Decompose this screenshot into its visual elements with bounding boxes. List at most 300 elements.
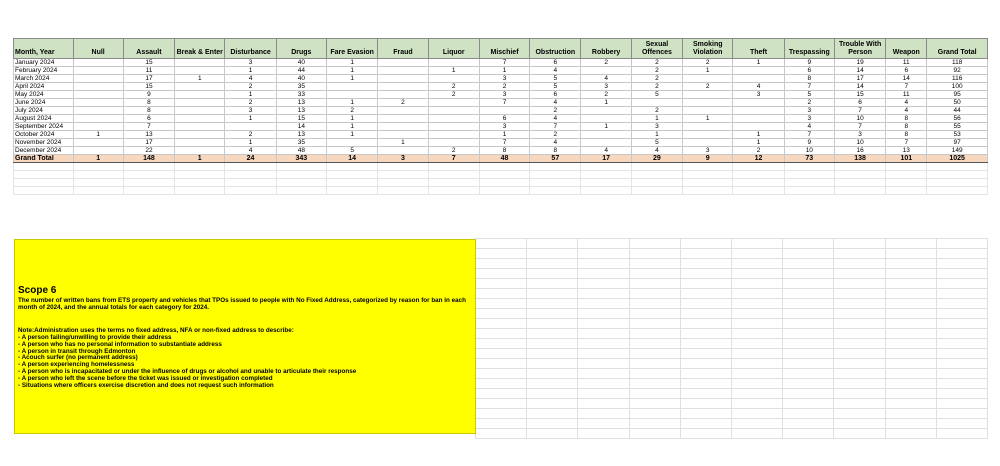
table-cell[interactable]: 22 — [123, 147, 174, 155]
empty-cell[interactable] — [631, 163, 682, 171]
empty-cell[interactable] — [936, 299, 987, 309]
table-cell[interactable] — [733, 67, 784, 75]
empty-cell[interactable] — [783, 329, 834, 339]
empty-cell[interactable] — [527, 369, 578, 379]
empty-cell[interactable] — [834, 171, 885, 179]
table-cell[interactable]: 3 — [631, 123, 682, 131]
table-cell[interactable]: 2 — [225, 131, 276, 139]
empty-cell[interactable] — [428, 163, 479, 171]
empty-cell[interactable] — [225, 179, 276, 187]
empty-cell[interactable] — [631, 171, 682, 179]
empty-cell[interactable] — [783, 239, 834, 249]
table-cell[interactable] — [73, 67, 123, 75]
empty-cell[interactable] — [885, 359, 936, 369]
table-cell[interactable]: 9 — [784, 59, 834, 67]
table-cell[interactable]: 1 — [225, 115, 276, 123]
table-cell[interactable]: 48 — [276, 147, 326, 155]
empty-cell[interactable] — [885, 419, 936, 429]
empty-cell[interactable] — [578, 299, 629, 309]
table-cell[interactable] — [683, 139, 733, 147]
empty-cell[interactable] — [479, 179, 529, 187]
empty-cell[interactable] — [680, 329, 731, 339]
table-cell[interactable]: 1 — [225, 91, 276, 99]
empty-cell[interactable] — [936, 319, 987, 329]
empty-cell[interactable] — [680, 269, 731, 279]
table-cell[interactable]: 5 — [631, 139, 682, 147]
table-cell[interactable] — [73, 75, 123, 83]
empty-cell[interactable] — [886, 163, 927, 171]
table-cell[interactable]: 3 — [225, 59, 276, 67]
empty-cell[interactable] — [476, 239, 527, 249]
row-label-cell[interactable]: March 2024 — [14, 75, 74, 83]
empty-cell[interactable] — [834, 289, 885, 299]
empty-cell[interactable] — [476, 319, 527, 329]
grand-total-cell[interactable]: 138 — [834, 155, 885, 163]
empty-cell[interactable] — [527, 349, 578, 359]
empty-cell[interactable] — [834, 163, 885, 171]
empty-cell[interactable] — [578, 359, 629, 369]
empty-cell[interactable] — [936, 389, 987, 399]
column-header[interactable]: Null — [73, 39, 123, 59]
table-cell[interactable]: 8 — [530, 147, 581, 155]
empty-cell[interactable] — [476, 359, 527, 369]
table-cell[interactable]: 9 — [123, 91, 174, 99]
table-cell[interactable]: 55 — [927, 123, 988, 131]
empty-cell[interactable] — [680, 239, 731, 249]
empty-cell[interactable] — [885, 349, 936, 359]
empty-cell[interactable] — [936, 349, 987, 359]
table-cell[interactable]: 8 — [886, 131, 927, 139]
table-cell[interactable]: 7 — [479, 139, 529, 147]
grand-total-cell[interactable]: 101 — [886, 155, 927, 163]
table-cell[interactable]: 11 — [886, 91, 927, 99]
empty-cell[interactable] — [629, 339, 680, 349]
empty-cell[interactable] — [936, 329, 987, 339]
table-cell[interactable]: 7 — [123, 123, 174, 131]
empty-cell[interactable] — [733, 171, 784, 179]
empty-cell[interactable] — [578, 379, 629, 389]
column-header[interactable]: Robbery — [581, 39, 631, 59]
table-cell[interactable]: 16 — [834, 147, 885, 155]
empty-cell[interactable] — [629, 419, 680, 429]
empty-cell[interactable] — [527, 409, 578, 419]
empty-cell[interactable] — [731, 379, 782, 389]
table-cell[interactable]: 1 — [428, 67, 479, 75]
column-header[interactable]: Break & Enter — [175, 39, 225, 59]
column-header[interactable]: Grand Total — [927, 39, 988, 59]
table-cell[interactable]: 33 — [276, 91, 326, 99]
empty-cell[interactable] — [680, 369, 731, 379]
empty-cell[interactable] — [476, 429, 527, 439]
column-header[interactable]: Assault — [123, 39, 174, 59]
empty-cell[interactable] — [527, 389, 578, 399]
empty-cell[interactable] — [936, 359, 987, 369]
table-cell[interactable] — [581, 139, 631, 147]
empty-cell[interactable] — [936, 239, 987, 249]
grand-total-cell[interactable]: 73 — [784, 155, 834, 163]
table-cell[interactable]: 1 — [326, 99, 377, 107]
table-cell[interactable]: 15 — [834, 91, 885, 99]
table-cell[interactable]: 5 — [530, 83, 581, 91]
empty-cell[interactable] — [276, 171, 326, 179]
empty-cell[interactable] — [476, 249, 527, 259]
empty-cell[interactable] — [834, 389, 885, 399]
table-cell[interactable]: 13 — [276, 131, 326, 139]
empty-cell[interactable] — [936, 399, 987, 409]
empty-cell[interactable] — [476, 279, 527, 289]
table-cell[interactable]: 1 — [683, 115, 733, 123]
table-cell[interactable]: 2 — [683, 83, 733, 91]
empty-cell[interactable] — [629, 379, 680, 389]
table-cell[interactable] — [581, 115, 631, 123]
table-cell[interactable]: 5 — [784, 91, 834, 99]
table-cell[interactable]: 3 — [581, 83, 631, 91]
empty-cell[interactable] — [680, 379, 731, 389]
table-cell[interactable] — [683, 91, 733, 99]
empty-cell[interactable] — [527, 319, 578, 329]
table-cell[interactable]: 1 — [378, 139, 428, 147]
grand-total-cell[interactable]: 14 — [326, 155, 377, 163]
empty-cell[interactable] — [731, 389, 782, 399]
empty-cell[interactable] — [175, 163, 225, 171]
table-cell[interactable]: 7 — [834, 107, 885, 115]
table-cell[interactable]: 17 — [123, 139, 174, 147]
table-cell[interactable]: 8 — [123, 107, 174, 115]
table-cell[interactable]: 3 — [784, 107, 834, 115]
table-cell[interactable]: 7 — [834, 123, 885, 131]
empty-cell[interactable] — [886, 179, 927, 187]
table-cell[interactable] — [733, 99, 784, 107]
empty-cell[interactable] — [578, 279, 629, 289]
table-cell[interactable] — [378, 123, 428, 131]
empty-cell[interactable] — [578, 289, 629, 299]
table-cell[interactable] — [73, 115, 123, 123]
empty-cell[interactable] — [733, 187, 784, 195]
empty-cell[interactable] — [581, 179, 631, 187]
table-cell[interactable]: 100 — [927, 83, 988, 91]
table-cell[interactable] — [733, 123, 784, 131]
table-cell[interactable] — [175, 83, 225, 91]
column-header[interactable]: Weapon — [886, 39, 927, 59]
empty-cell[interactable] — [885, 329, 936, 339]
table-cell[interactable]: 6 — [784, 67, 834, 75]
empty-cell[interactable] — [578, 419, 629, 429]
table-cell[interactable] — [683, 131, 733, 139]
empty-cell[interactable] — [479, 171, 529, 179]
empty-cell[interactable] — [783, 279, 834, 289]
table-cell[interactable]: 1 — [631, 115, 682, 123]
table-cell[interactable]: 3 — [479, 123, 529, 131]
table-cell[interactable]: 2 — [225, 83, 276, 91]
table-cell[interactable]: 1 — [733, 131, 784, 139]
empty-cell[interactable] — [578, 389, 629, 399]
empty-cell[interactable] — [783, 419, 834, 429]
table-cell[interactable]: 13 — [276, 99, 326, 107]
empty-cell[interactable] — [14, 171, 74, 179]
table-cell[interactable]: 6 — [123, 115, 174, 123]
empty-cell[interactable] — [631, 179, 682, 187]
empty-cell[interactable] — [428, 179, 479, 187]
table-cell[interactable]: 7 — [886, 83, 927, 91]
table-cell[interactable]: 6 — [530, 91, 581, 99]
empty-cell[interactable] — [834, 419, 885, 429]
table-cell[interactable]: 4 — [225, 147, 276, 155]
empty-cell[interactable] — [378, 163, 428, 171]
empty-cell[interactable] — [428, 171, 479, 179]
empty-cell[interactable] — [578, 239, 629, 249]
table-cell[interactable] — [378, 107, 428, 115]
table-cell[interactable]: 13 — [276, 107, 326, 115]
empty-cell[interactable] — [783, 349, 834, 359]
empty-cell[interactable] — [527, 419, 578, 429]
table-cell[interactable]: 2 — [683, 59, 733, 67]
grand-total-cell[interactable]: 48 — [479, 155, 529, 163]
table-cell[interactable]: 7 — [479, 59, 529, 67]
table-cell[interactable] — [378, 83, 428, 91]
row-label-cell[interactable]: October 2024 — [14, 131, 74, 139]
table-cell[interactable]: 5 — [631, 91, 682, 99]
table-cell[interactable]: 2 — [581, 59, 631, 67]
table-cell[interactable] — [428, 107, 479, 115]
table-cell[interactable] — [479, 107, 529, 115]
table-cell[interactable]: 6 — [530, 59, 581, 67]
empty-cell[interactable] — [581, 187, 631, 195]
empty-cell[interactable] — [927, 171, 988, 179]
table-cell[interactable] — [175, 99, 225, 107]
table-cell[interactable]: 2 — [378, 99, 428, 107]
empty-cell[interactable] — [783, 339, 834, 349]
table-cell[interactable]: 17 — [123, 75, 174, 83]
table-cell[interactable]: 4 — [581, 75, 631, 83]
empty-cell[interactable] — [123, 179, 174, 187]
table-cell[interactable]: 7 — [784, 131, 834, 139]
table-cell[interactable]: 1 — [683, 67, 733, 75]
table-cell[interactable]: 17 — [834, 75, 885, 83]
empty-cell[interactable] — [276, 187, 326, 195]
table-cell[interactable]: 13 — [123, 131, 174, 139]
row-label-cell[interactable]: January 2024 — [14, 59, 74, 67]
empty-cell[interactable] — [731, 259, 782, 269]
table-cell[interactable] — [581, 67, 631, 75]
empty-cell[interactable] — [527, 339, 578, 349]
empty-cell[interactable] — [885, 239, 936, 249]
empty-cell[interactable] — [527, 379, 578, 389]
empty-cell[interactable] — [680, 359, 731, 369]
table-cell[interactable]: 19 — [834, 59, 885, 67]
empty-cell[interactable] — [683, 179, 733, 187]
empty-cell[interactable] — [783, 389, 834, 399]
row-label-cell[interactable]: February 2024 — [14, 67, 74, 75]
empty-cell[interactable] — [476, 369, 527, 379]
table-cell[interactable]: 1 — [581, 123, 631, 131]
empty-cell[interactable] — [783, 359, 834, 369]
empty-cell[interactable] — [731, 329, 782, 339]
grand-total-label[interactable]: Grand Total — [14, 155, 74, 163]
row-label-cell[interactable]: April 2024 — [14, 83, 74, 91]
empty-cell[interactable] — [680, 399, 731, 409]
empty-cell[interactable] — [476, 399, 527, 409]
table-cell[interactable]: 2 — [631, 59, 682, 67]
table-cell[interactable] — [175, 147, 225, 155]
table-cell[interactable] — [378, 59, 428, 67]
grand-total-cell[interactable]: 7 — [428, 155, 479, 163]
table-cell[interactable]: 1 — [175, 75, 225, 83]
empty-cell[interactable] — [225, 187, 276, 195]
empty-cell[interactable] — [834, 329, 885, 339]
row-label-cell[interactable]: December 2024 — [14, 147, 74, 155]
empty-cell[interactable] — [731, 239, 782, 249]
empty-cell[interactable] — [885, 429, 936, 439]
table-cell[interactable] — [175, 131, 225, 139]
empty-cell[interactable] — [578, 429, 629, 439]
empty-cell[interactable] — [683, 187, 733, 195]
grand-total-cell[interactable]: 1 — [175, 155, 225, 163]
column-header[interactable]: Fraud — [378, 39, 428, 59]
column-header[interactable]: Fare Evasion — [326, 39, 377, 59]
column-header[interactable]: Mischief — [479, 39, 529, 59]
table-cell[interactable]: 5 — [326, 147, 377, 155]
table-cell[interactable]: 8 — [886, 123, 927, 131]
table-cell[interactable]: 149 — [927, 147, 988, 155]
empty-cell[interactable] — [629, 289, 680, 299]
empty-cell[interactable] — [629, 249, 680, 259]
empty-cell[interactable] — [731, 419, 782, 429]
table-cell[interactable]: 6 — [479, 115, 529, 123]
table-cell[interactable] — [175, 107, 225, 115]
table-cell[interactable]: 2 — [631, 75, 682, 83]
table-cell[interactable] — [175, 59, 225, 67]
empty-cell[interactable] — [784, 171, 834, 179]
table-cell[interactable] — [581, 107, 631, 115]
table-cell[interactable]: 2 — [631, 107, 682, 115]
table-cell[interactable]: 4 — [530, 115, 581, 123]
empty-cell[interactable] — [680, 279, 731, 289]
grand-total-cell[interactable]: 24 — [225, 155, 276, 163]
empty-cell[interactable] — [276, 179, 326, 187]
empty-cell[interactable] — [680, 259, 731, 269]
empty-cell[interactable] — [476, 329, 527, 339]
empty-cell[interactable] — [527, 299, 578, 309]
empty-cell[interactable] — [783, 309, 834, 319]
empty-cell[interactable] — [885, 369, 936, 379]
empty-cell[interactable] — [680, 389, 731, 399]
empty-cell[interactable] — [885, 289, 936, 299]
empty-cell[interactable] — [834, 339, 885, 349]
empty-cell[interactable] — [225, 171, 276, 179]
table-cell[interactable]: 3 — [834, 131, 885, 139]
empty-cell[interactable] — [680, 349, 731, 359]
empty-cell[interactable] — [783, 269, 834, 279]
empty-cell[interactable] — [378, 179, 428, 187]
table-cell[interactable]: 3 — [479, 91, 529, 99]
empty-cell[interactable] — [530, 163, 581, 171]
empty-cell[interactable] — [834, 259, 885, 269]
empty-cell[interactable] — [784, 179, 834, 187]
empty-cell[interactable] — [479, 163, 529, 171]
empty-cell[interactable] — [936, 309, 987, 319]
table-cell[interactable]: 56 — [927, 115, 988, 123]
table-cell[interactable] — [73, 83, 123, 91]
empty-cell[interactable] — [680, 299, 731, 309]
empty-cell[interactable] — [885, 299, 936, 309]
empty-cell[interactable] — [936, 279, 987, 289]
table-cell[interactable]: 3 — [733, 91, 784, 99]
empty-cell[interactable] — [578, 269, 629, 279]
empty-cell[interactable] — [326, 187, 377, 195]
empty-cell[interactable] — [783, 319, 834, 329]
empty-cell[interactable] — [680, 249, 731, 259]
empty-cell[interactable] — [73, 163, 123, 171]
table-cell[interactable]: 3 — [479, 75, 529, 83]
empty-cell[interactable] — [731, 359, 782, 369]
table-cell[interactable]: 1 — [479, 67, 529, 75]
table-cell[interactable]: 2 — [530, 131, 581, 139]
empty-cell[interactable] — [476, 379, 527, 389]
empty-cell[interactable] — [731, 269, 782, 279]
table-cell[interactable]: 8 — [123, 99, 174, 107]
empty-cell[interactable] — [175, 187, 225, 195]
empty-cell[interactable] — [276, 163, 326, 171]
grand-total-cell[interactable]: 1025 — [927, 155, 988, 163]
table-cell[interactable]: 15 — [123, 59, 174, 67]
table-cell[interactable]: 15 — [276, 115, 326, 123]
table-cell[interactable] — [73, 107, 123, 115]
empty-cell[interactable] — [476, 269, 527, 279]
row-label-cell[interactable]: September 2024 — [14, 123, 74, 131]
empty-cell[interactable] — [885, 279, 936, 289]
empty-cell[interactable] — [784, 163, 834, 171]
table-cell[interactable] — [581, 131, 631, 139]
empty-cell[interactable] — [530, 187, 581, 195]
empty-cell[interactable] — [479, 187, 529, 195]
empty-cell[interactable] — [733, 163, 784, 171]
empty-cell[interactable] — [73, 171, 123, 179]
empty-cell[interactable] — [834, 399, 885, 409]
empty-cell[interactable] — [527, 259, 578, 269]
empty-cell[interactable] — [123, 187, 174, 195]
grand-total-cell[interactable]: 12 — [733, 155, 784, 163]
table-cell[interactable] — [378, 147, 428, 155]
table-cell[interactable]: 2 — [428, 147, 479, 155]
empty-cell[interactable] — [581, 171, 631, 179]
empty-cell[interactable] — [530, 179, 581, 187]
row-label-cell[interactable]: May 2024 — [14, 91, 74, 99]
table-cell[interactable]: 10 — [834, 115, 885, 123]
empty-cell[interactable] — [783, 249, 834, 259]
empty-cell[interactable] — [783, 409, 834, 419]
empty-cell[interactable] — [886, 171, 927, 179]
table-cell[interactable]: 2 — [225, 99, 276, 107]
empty-cell[interactable] — [936, 379, 987, 389]
grand-total-cell[interactable]: 9 — [683, 155, 733, 163]
table-cell[interactable] — [683, 99, 733, 107]
column-header[interactable]: Trouble With Person — [834, 39, 885, 59]
empty-cell[interactable] — [834, 359, 885, 369]
table-cell[interactable] — [378, 75, 428, 83]
table-cell[interactable] — [733, 75, 784, 83]
table-cell[interactable]: 116 — [927, 75, 988, 83]
table-cell[interactable]: 50 — [927, 99, 988, 107]
table-cell[interactable]: 1 — [733, 59, 784, 67]
table-cell[interactable]: 7 — [530, 123, 581, 131]
empty-cell[interactable] — [783, 299, 834, 309]
empty-cell[interactable] — [885, 399, 936, 409]
empty-cell[interactable] — [428, 187, 479, 195]
column-header[interactable]: Smoking Violation — [683, 39, 733, 59]
empty-cell[interactable] — [885, 249, 936, 259]
column-header[interactable]: Month, Year — [14, 39, 74, 59]
empty-cell[interactable] — [527, 289, 578, 299]
